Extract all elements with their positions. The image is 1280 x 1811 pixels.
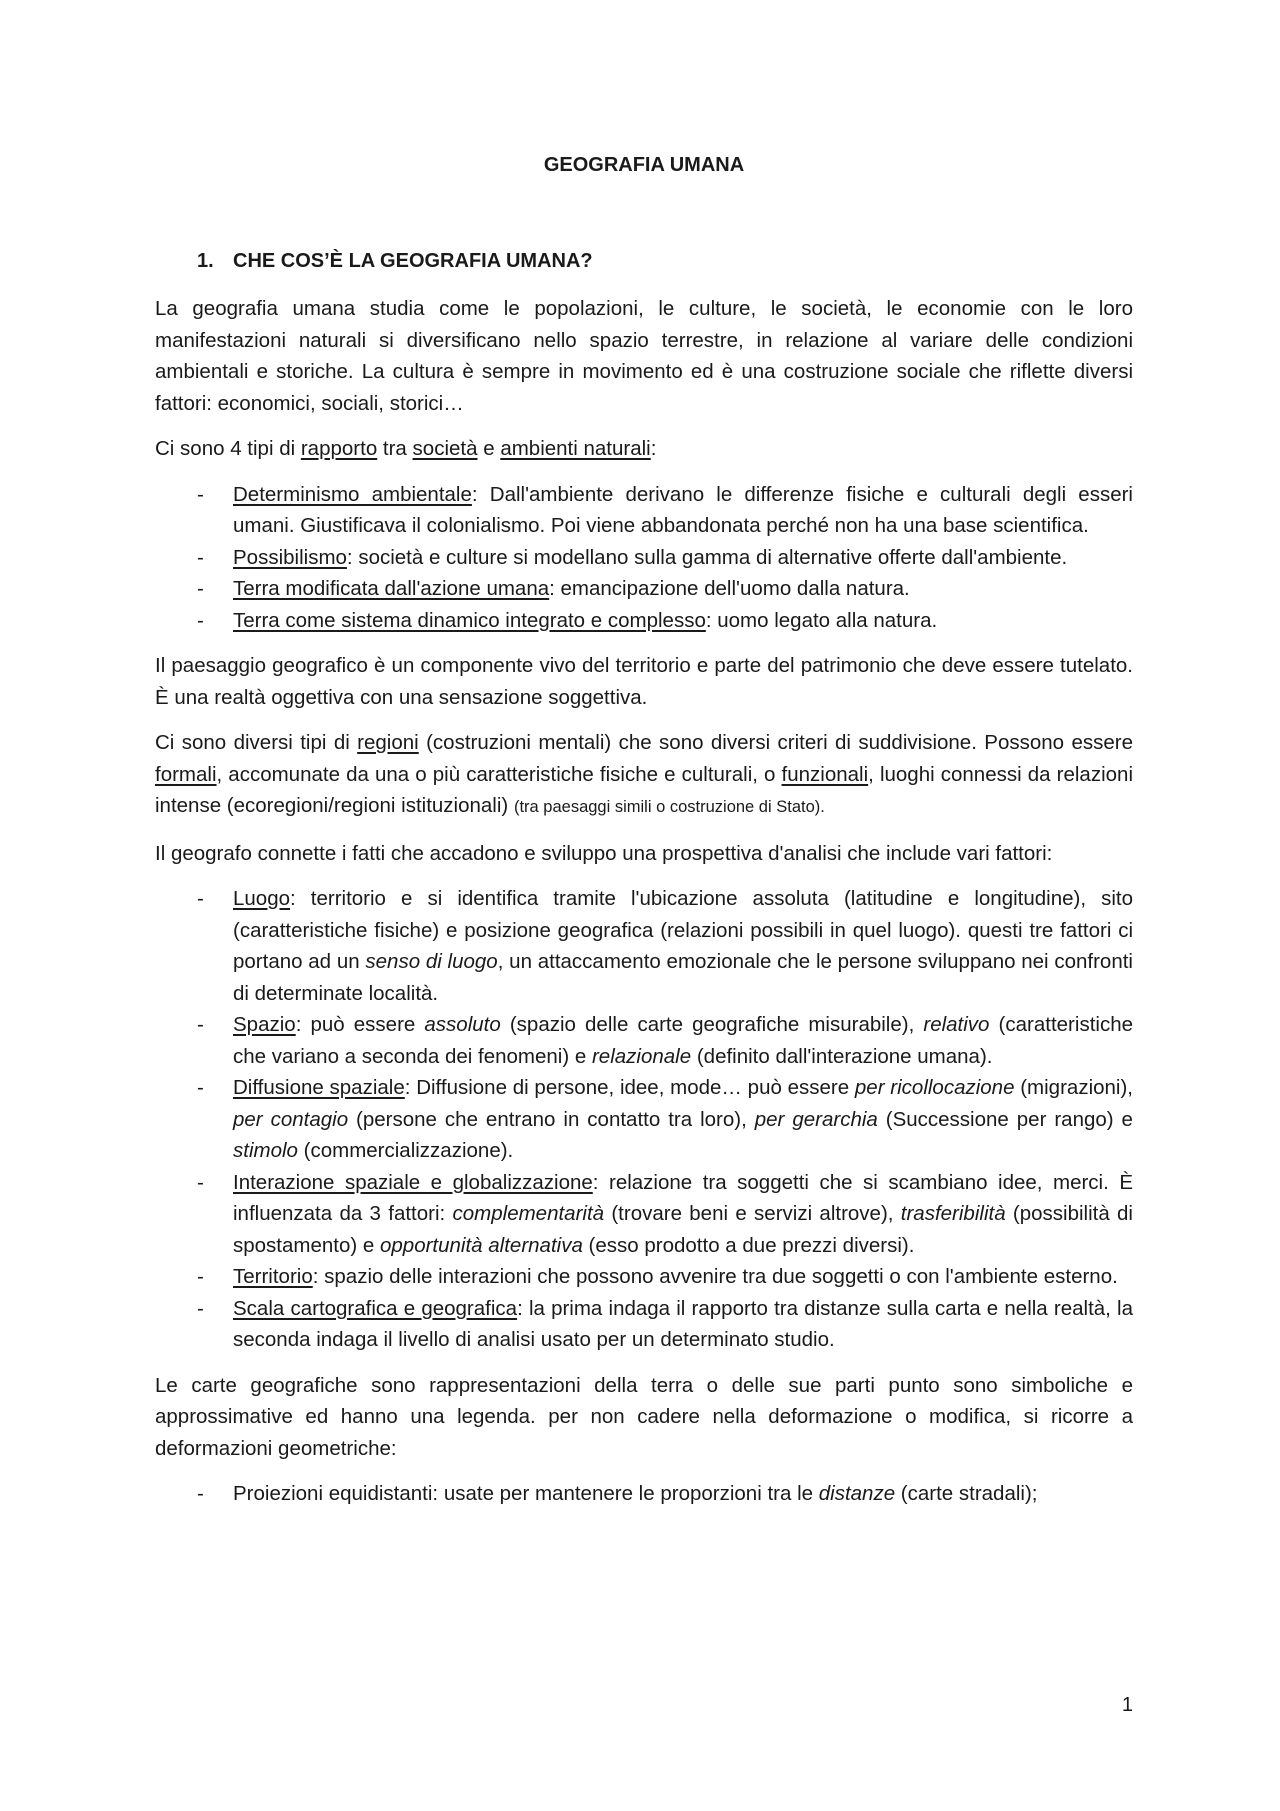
italic-term: distanze: [818, 1482, 896, 1505]
text-run: (commercializzazione).: [297, 1139, 514, 1162]
section-number: 1.: [197, 249, 214, 272]
underlined-term: funzionali: [781, 762, 869, 786]
text-run: (definito dall'interazione umana).: [691, 1044, 993, 1068]
italic-term: per contagio: [233, 1107, 349, 1131]
italic-term: relazionale: [591, 1044, 692, 1068]
italic-term: per gerarchia: [754, 1107, 878, 1131]
italic-term: assoluto: [424, 1013, 501, 1036]
underlined-term: ambienti naturali: [500, 437, 651, 460]
text-run: :: [650, 437, 657, 460]
text-run: , accomunate da una o più caratteristiche fisiche e culturali, o: [216, 762, 782, 786]
dash-bullet: -: [197, 482, 204, 506]
section-heading: [155, 246, 1133, 278]
dash-bullet: -: [197, 1296, 204, 1320]
dash-bullet: -: [197, 608, 204, 632]
underlined-term: società: [412, 437, 478, 460]
relationship-list: [155, 479, 1133, 637]
list-term: Luogo: [233, 887, 291, 910]
italic-term: trasferibilità: [900, 1202, 1006, 1225]
dash-bullet: -: [197, 545, 204, 569]
underlined-term: regioni: [357, 731, 419, 754]
italic-term: senso di luogo: [365, 950, 498, 973]
text-run: : territorio e si identifica tramite l'ubicazione assoluta (latitudine e longitudine), sito (caratteristiche fisiche) e posizione geografica (relazioni possibili in quel luogo). questi tre fattori ci portano ad un: [233, 887, 1133, 973]
dash-bullet: -: [197, 577, 204, 600]
text-run: (possibilità di spostamento) e: [233, 1202, 1133, 1257]
text-run: , un attaccamento emozionale che le persone sviluppano nei confronti di determinate località.: [233, 950, 1133, 1005]
text-run: (spazio delle carte geografiche misurabile),: [500, 1013, 924, 1036]
list-text: : Dall'ambiente derivano le differenze fisiche e culturali degli esseri umani. Giustificava il colonialismo. Poi viene abbandonata perché non ha una base scientifica.: [233, 482, 1133, 537]
list-item-projection: [155, 1478, 1133, 1510]
paragraph-landscape: Il paesaggio geografico è un componente vivo del territorio e parte del patrimonio che deve essere tutelato. È una realtà oggettiva con una sensazione soggettiva.: [155, 654, 1133, 709]
paragraph-intro: La geografia umana studia come le popolazioni, le culture, le società, le economie con le loro manifestazioni naturali si diversificano nello spazio terrestre, in relazione al variare delle condizioni ambientali e storiche. La cultura è sempre in movimento ed è una costruzione sociale che riflette diversi fattori: economici, sociali, storici…: [155, 297, 1133, 415]
paragraph-relationship-types: [155, 433, 1133, 465]
list-term: Possibilismo: [233, 545, 347, 569]
dash-bullet: -: [197, 1482, 204, 1505]
underlined-term: formali: [155, 762, 217, 786]
dash-bullet: -: [197, 1076, 204, 1099]
text-run: (migrazioni),: [1014, 1076, 1133, 1099]
projections-list: [155, 1478, 1133, 1510]
list-item-interazione: [155, 1167, 1133, 1262]
list-term: Terra modificata dall'azione umana: [233, 577, 550, 600]
text-run: (Successione per rango) e: [877, 1107, 1133, 1131]
list-item: [155, 542, 1133, 574]
text-run: Ci sono 4 tipi di: [155, 437, 301, 460]
list-term: Interazione spaziale e globalizzazione: [233, 1170, 593, 1194]
italic-term: relativo: [923, 1013, 990, 1036]
paragraph-regions: [155, 727, 1133, 824]
text-run: : la prima indaga il rapporto tra distanze sulla carta e nella realtà, la seconda indaga il livello di analisi usato per un determinato studio.: [233, 1296, 1133, 1351]
list-term: Diffusione spaziale: [233, 1076, 405, 1099]
list-item-diffusione: [155, 1072, 1133, 1167]
list-item: [155, 605, 1133, 637]
page-content: [155, 150, 1133, 1524]
dash-bullet: -: [197, 1013, 204, 1036]
text-run: (persone che entrano in contatto tra loro),: [348, 1107, 755, 1131]
italic-term: stimolo: [233, 1139, 298, 1162]
text-run: (esso prodotto a due prezzi diversi).: [582, 1233, 915, 1257]
italic-term: complementarità: [452, 1202, 605, 1225]
text-run: : spazio delle interazioni che possono avvenire tra due soggetti o con l'ambiente esterno.: [312, 1265, 1118, 1288]
list-item-luogo: [155, 883, 1133, 1009]
list-term: Scala cartografica e geografica: [233, 1296, 518, 1320]
dash-bullet: -: [197, 1265, 204, 1288]
list-item-territorio: [155, 1261, 1133, 1293]
text-run: : relazione tra soggetti che si scambiano idee, merci. È influenzata da 3 fattori:: [233, 1170, 1133, 1225]
list-item: [155, 573, 1133, 605]
text-run: , luoghi connessi da relazioni intense (ecoregioni/regioni istituzionali): [155, 762, 1133, 817]
dash-bullet: -: [197, 1170, 204, 1194]
text-run: (caratteristiche che variano a seconda dei fenomeni) e: [233, 1013, 1133, 1068]
list-item-spazio: [155, 1009, 1133, 1072]
list-item-scala: [155, 1293, 1133, 1356]
list-text: : società e culture si modellano sulla gamma di alternative offerte dall'ambiente.: [346, 545, 1068, 569]
text-run: : Diffusione di persone, idee, mode… può essere: [404, 1076, 855, 1099]
section-title: CHE COS’È LA GEOGRAFIA UMANA?: [233, 249, 593, 272]
text-run: Ci sono diversi tipi di: [155, 731, 358, 754]
list-term: Territorio: [233, 1265, 313, 1288]
list-item: [155, 479, 1133, 542]
page-number: 1: [1121, 1694, 1133, 1716]
factors-list: [155, 883, 1133, 1356]
paragraph-geographer: Il geografo connette i fatti che accadono e sviluppo una prospettiva d'analisi che include vari fattori:: [155, 841, 1053, 865]
list-term: Determinismo ambientale: [233, 482, 472, 506]
text-run: (carte stradali);: [895, 1482, 1038, 1505]
text-run: : può essere: [295, 1013, 425, 1036]
text-run: (costruzioni mentali) che sono diversi criteri di suddivisione. Possono essere: [418, 731, 1133, 754]
list-text: : uomo legato alla natura.: [705, 608, 938, 632]
italic-term: opportunità alternativa: [380, 1233, 583, 1257]
small-note: (tra paesaggi simili o costruzione di Stato).: [513, 798, 825, 816]
text-run: tra: [377, 437, 413, 460]
document-title: GEOGRAFIA UMANA: [543, 154, 745, 176]
text-run: (trovare beni e servizi altrove),: [604, 1202, 901, 1225]
underlined-term: rapporto: [300, 437, 378, 460]
text-run: e: [477, 437, 501, 460]
list-text: : emancipazione dell'uomo dalla natura.: [549, 577, 910, 600]
paragraph-maps: Le carte geografiche sono rappresentazioni della terra o delle sue parti punto sono simboliche e approssimative ed hanno una legenda. per non cadere nella deformazione o modifica, si ricorre a deformazioni geometriche:: [155, 1373, 1133, 1460]
dash-bullet: -: [197, 887, 204, 910]
text-run: Proiezioni equidistanti: usate per mantenere le proporzioni tra le: [233, 1482, 819, 1505]
list-term: Spazio: [233, 1013, 296, 1036]
list-term: Terra come sistema dinamico integrato e complesso: [233, 608, 706, 632]
italic-term: per ricollocazione: [854, 1076, 1015, 1099]
